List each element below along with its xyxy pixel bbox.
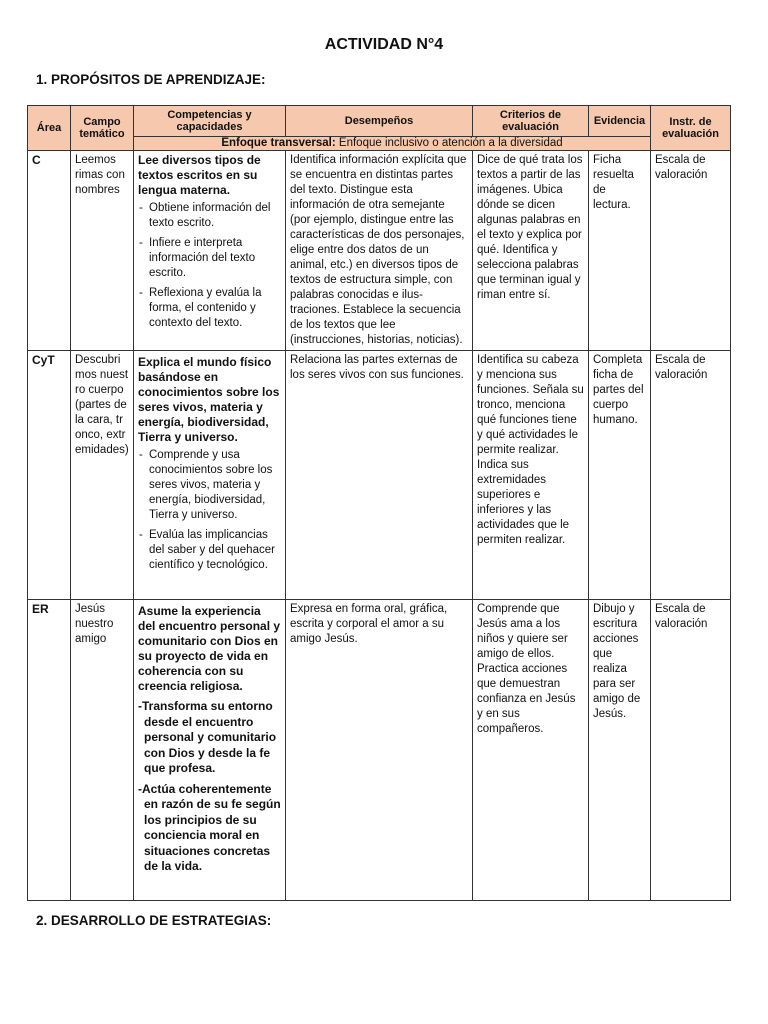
header-evidencia: Evidencia — [589, 106, 651, 137]
capacidad-item: - Reflexiona y evalúa la forma, el contenido y contexto del texto. — [138, 286, 281, 331]
row-campo: Descubrimos nuestro cuerpo (partes de la cara, tronco, extremidades) — [71, 351, 134, 600]
activity-title: ACTIVIDAD N°4 — [324, 36, 444, 53]
row-evidencia: Dibujo y escritura acciones que realiza para ser amigo de Jesús. — [589, 600, 651, 901]
enfoque-text: Enfoque inclusivo o atención a la diversidad — [335, 137, 563, 149]
capacidades-list — [138, 448, 281, 573]
row-instrumento: Escala de valoración — [651, 351, 731, 600]
table-row — [28, 151, 731, 351]
learning-purposes-table — [27, 105, 731, 901]
row-criterios: Comprende que Jesús ama a los niños y quiere ser amigo de ellos. Practica acciones que demuestran confianza en Jesús y en sus compañeros. — [473, 600, 589, 901]
competencia-title: Asume la experiencia del encuentro personal y comunitario con Dios en su proyecto de vida en coherencia con su creencia religiosa. — [138, 604, 281, 693]
capacidad-item: - Comprende y usa conocimientos sobre los seres vivos, materia y energía, biodiversidad, Tierra y universo. — [138, 448, 281, 523]
enfoque-label: Enfoque transversal: — [221, 137, 336, 149]
capacidades-list — [138, 201, 281, 331]
row-evidencia: Completa ficha de partes del cuerpo humano. — [589, 351, 651, 600]
section-heading-purposes: 1. PROPÓSITOS DE APRENDIZAJE: — [36, 72, 266, 87]
competencia-title-a: Explica el mundo físico basándose en conocimientos sobre los seres vivos, materia y energía, biodiversidad — [138, 355, 280, 429]
header-desempenos: Desempeños — [286, 106, 473, 137]
row-criterios: Dice de qué trata los textos a partir de las imágenes. Ubica dónde se dicen algunas palabras en el texto y explica por qué. Identifica y selecciona palabras que terminan igual y riman entre sí. — [473, 151, 589, 351]
competencia-title: Lee diversos tipos de textos escritos en su lengua materna. — [138, 153, 261, 197]
table-header-row — [28, 106, 731, 137]
enfoque-row — [28, 137, 731, 151]
capacidad-item: -Transforma su entorno desde el encuentro personal y comunitario con Dios y desde la fe que profesa. — [138, 699, 277, 775]
row-desempeno: Relaciona las partes externas de los seres vivos con sus funciones. — [286, 351, 473, 600]
header-competencias: Competencias y capacidades — [134, 106, 286, 137]
row-area: CyT — [28, 351, 71, 600]
row-desempeno: Identifica información explícita que se encuentra en distintas partes del texto. Distingue esta información de otra semejante (por ejemplo, distingue entre las características de dos personajes, elige entre dos datos de un animal, etc.) en diversos tipos de textos de estructura simple, con palabras conocidas e ilus-traciones. Establece la secuencia de los textos que lee (instrucciones, historias, noticias). — [286, 151, 473, 351]
header-area: Área — [28, 106, 71, 151]
table-row — [28, 351, 731, 600]
header-campo: Campo temático — [71, 106, 134, 151]
row-campo: Jesús nuestro amigo — [71, 600, 134, 901]
capacidad-item: - Obtiene información del texto escrito. — [138, 201, 281, 231]
row-competencias — [134, 600, 286, 901]
header-criterios: Criterios de evaluación — [473, 106, 589, 137]
row-desempeno: Expresa en forma oral, gráfica, escrita y corporal el amor a su amigo Jesús. — [286, 600, 473, 901]
competencia-title — [138, 355, 281, 445]
capacidad-item: - Infiere e interpreta información del texto escrito. — [138, 236, 281, 281]
row-area: C — [28, 151, 71, 351]
row-campo: Leemos rimas con nombres — [71, 151, 134, 351]
enfoque-transversal — [134, 137, 651, 151]
competencia-title-b: , Tierra y universo — [138, 415, 269, 444]
table-row — [28, 600, 731, 901]
row-competencias — [134, 351, 286, 600]
capacidad-item: -Actúa coherentemente en razón de su fe según los principios de su conciencia moral en situaciones concretas de la vida. — [138, 781, 281, 873]
capacidad-item: - Evalúa las implicancias del saber y del quehacer científico y tecnológico. — [138, 528, 281, 573]
header-instrumento: Instr. de evaluación — [651, 106, 731, 151]
row-instrumento: Escala de valoración — [651, 600, 731, 901]
row-criterios: Identifica su cabeza y menciona sus funciones. Señala su tronco, menciona qué funciones tiene y qué actividades le permite realizar. Indica sus extremidades superiores e inferiores y las actividades que le permiten realizar. — [473, 351, 589, 600]
row-instrumento: Escala de valoración — [651, 151, 731, 351]
competencia-title-c: . — [234, 430, 238, 444]
row-evidencia: Ficha resuelta de lectura. — [589, 151, 651, 351]
row-competencias — [134, 151, 286, 351]
section-heading-strategies: 2. DESARROLLO DE ESTRATEGIAS: — [36, 913, 272, 928]
row-area: ER — [28, 600, 71, 901]
